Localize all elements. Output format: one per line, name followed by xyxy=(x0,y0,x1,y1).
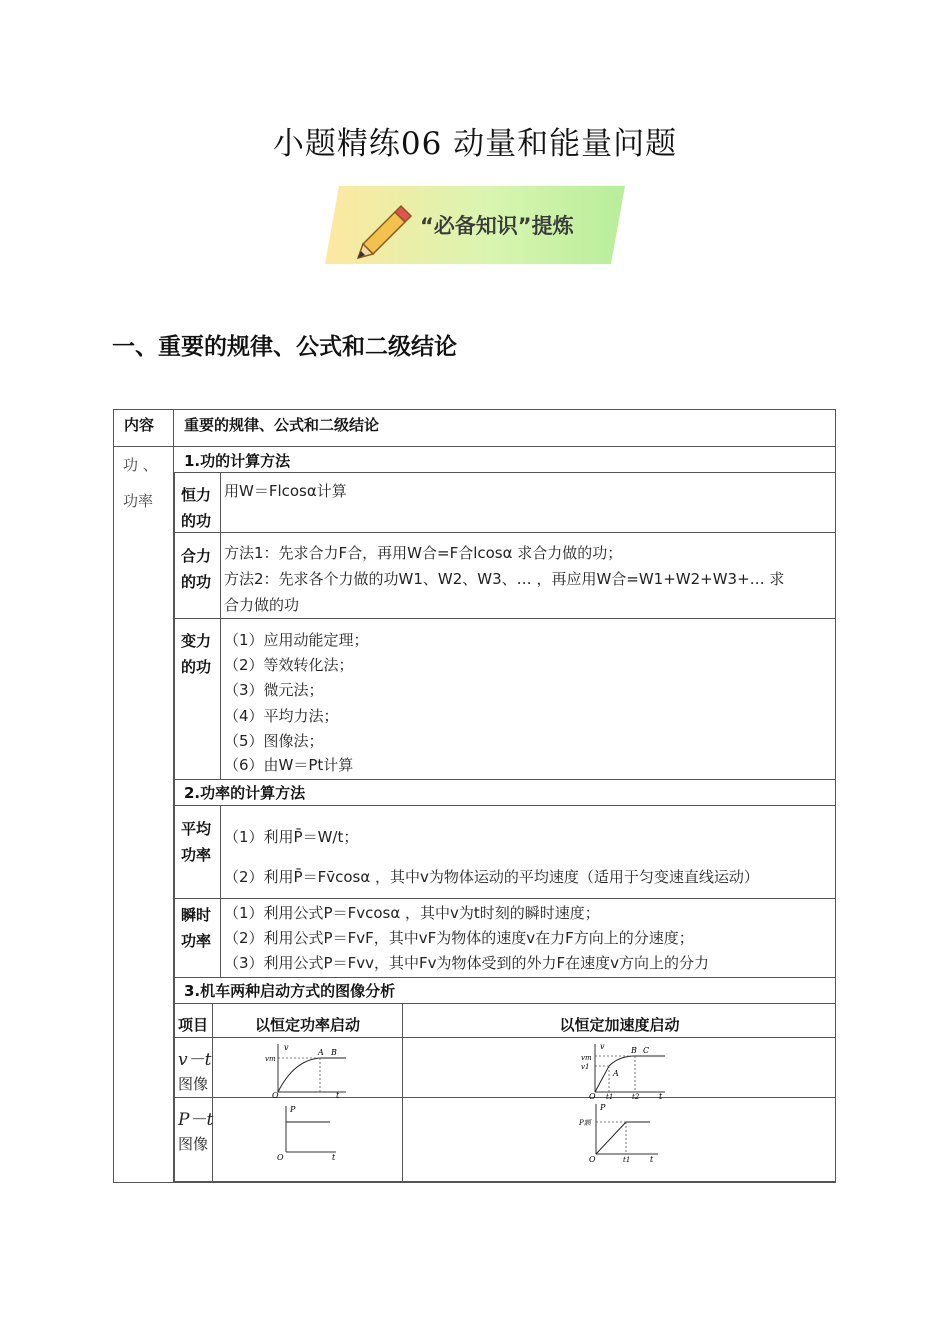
label-average-power-2: 功率 xyxy=(181,846,212,864)
label-instant-power-2: 功率 xyxy=(181,932,212,950)
svg-text:O: O xyxy=(589,1092,596,1100)
instant-power-line2: （2）利用公式P＝FvF，其中vF为物体的速度v在力F方向上的分速度； xyxy=(224,929,694,947)
variable-force-item: （2）等效转化法； xyxy=(224,656,354,674)
svg-text:P额: P额 xyxy=(579,1119,591,1127)
formula-table xyxy=(113,409,836,1183)
pt-constant-power-graph xyxy=(274,1100,354,1162)
label-net-force: 合力 xyxy=(181,547,212,565)
section-work-title: 1.功的计算方法 xyxy=(184,452,291,470)
banner-text: “必备知识”提炼 xyxy=(420,214,574,238)
label-instant-power: 瞬时 xyxy=(181,906,212,924)
svg-text:t: t xyxy=(332,1153,336,1162)
row-vt-label-2: 图像 xyxy=(178,1075,209,1093)
svg-text:A: A xyxy=(613,1069,619,1078)
net-force-line3: 合力做的功 xyxy=(224,596,300,614)
header-content: 内容 xyxy=(124,416,155,434)
section-power-title: 2.功率的计算方法 xyxy=(184,784,306,802)
svg-text:B: B xyxy=(631,1046,637,1055)
svg-text:P: P xyxy=(600,1103,606,1112)
vt-constant-power-graph xyxy=(264,1038,354,1098)
row-vt-label: v－t xyxy=(178,1050,212,1070)
label-variable-force-2: 的功 xyxy=(181,658,212,676)
net-force-line1: 方法1：先求合力F合，再用W合=F合lcosα 求合力做的功； xyxy=(224,544,623,562)
knowledge-banner xyxy=(325,184,625,266)
svg-text:vm: vm xyxy=(265,1055,276,1063)
svg-text:t1: t1 xyxy=(623,1156,631,1164)
category-label-2: 功率 xyxy=(123,492,154,510)
variable-force-item: （4）平均力法； xyxy=(224,707,339,725)
svg-text:t: t xyxy=(650,1155,654,1164)
net-force-line2: 方法2：先求各个力做的功W1、W2、W3、… ，再应用W合=W1+W2+W3+… 求 xyxy=(224,570,785,588)
col-item: 项目 xyxy=(178,1016,209,1034)
label-net-force-2: 的功 xyxy=(181,573,212,591)
section-heading: 一、重要的规律、公式和二级结论 xyxy=(112,334,457,360)
svg-text:A: A xyxy=(318,1048,324,1057)
svg-text:v: v xyxy=(600,1042,605,1051)
label-average-power: 平均 xyxy=(181,820,212,838)
col-constant-power: 以恒定功率启动 xyxy=(254,1016,360,1034)
label-constant-force: 恒力 xyxy=(181,486,212,504)
section-engine-start-title: 3.机车两种启动方式的图像分析 xyxy=(184,982,396,1000)
svg-text:t: t xyxy=(659,1092,663,1100)
variable-force-item: （1）应用动能定理； xyxy=(224,631,369,649)
svg-text:O: O xyxy=(277,1153,284,1162)
vt-constant-acceleration-graph xyxy=(579,1038,679,1100)
svg-text:v: v xyxy=(284,1043,289,1052)
constant-force-text: 用W＝Flcosα计算 xyxy=(224,482,347,500)
svg-text:P: P xyxy=(290,1105,296,1114)
svg-text:v1: v1 xyxy=(581,1063,590,1071)
row-pt-label-2: 图像 xyxy=(178,1135,209,1153)
average-power-line1: （1）利用P̄＝W/t； xyxy=(224,828,359,846)
variable-force-item: （3）微元法； xyxy=(224,681,324,699)
svg-text:t1: t1 xyxy=(606,1093,614,1100)
pt-constant-acceleration-graph xyxy=(578,1100,668,1164)
row-pt-label: P－t xyxy=(178,1110,214,1130)
category-label-1: 功 、 xyxy=(123,456,158,474)
instant-power-line1: （1）利用公式P＝Fvcosα ，其中v为t时刻的瞬时速度； xyxy=(224,904,600,922)
average-power-line2: （2）利用P̄＝Fv̄cosα ，其中v为物体运动的平均速度（适用于匀变速直线运动） xyxy=(224,868,759,886)
col-constant-acceleration: 以恒定加速度启动 xyxy=(559,1016,680,1034)
label-constant-force-2: 的功 xyxy=(181,512,212,530)
svg-text:C: C xyxy=(643,1046,650,1055)
instant-power-line3: （3）利用公式P＝Fvv，其中Fv为物体受到的外力F在速度v方向上的分力 xyxy=(224,954,709,972)
page-title: 小题精练06 动量和能量问题 xyxy=(272,126,678,162)
svg-text:t2: t2 xyxy=(632,1093,640,1100)
svg-text:t: t xyxy=(336,1091,340,1098)
header-formulas: 重要的规律、公式和二级结论 xyxy=(184,416,380,434)
label-variable-force: 变力 xyxy=(181,632,212,650)
svg-text:B: B xyxy=(331,1048,337,1057)
svg-text:O: O xyxy=(272,1091,279,1098)
variable-force-item: （6）由W＝Pt计算 xyxy=(224,756,354,774)
variable-force-item: （5）图像法； xyxy=(224,732,324,750)
svg-text:vm: vm xyxy=(581,1054,592,1062)
svg-text:O: O xyxy=(589,1155,596,1164)
